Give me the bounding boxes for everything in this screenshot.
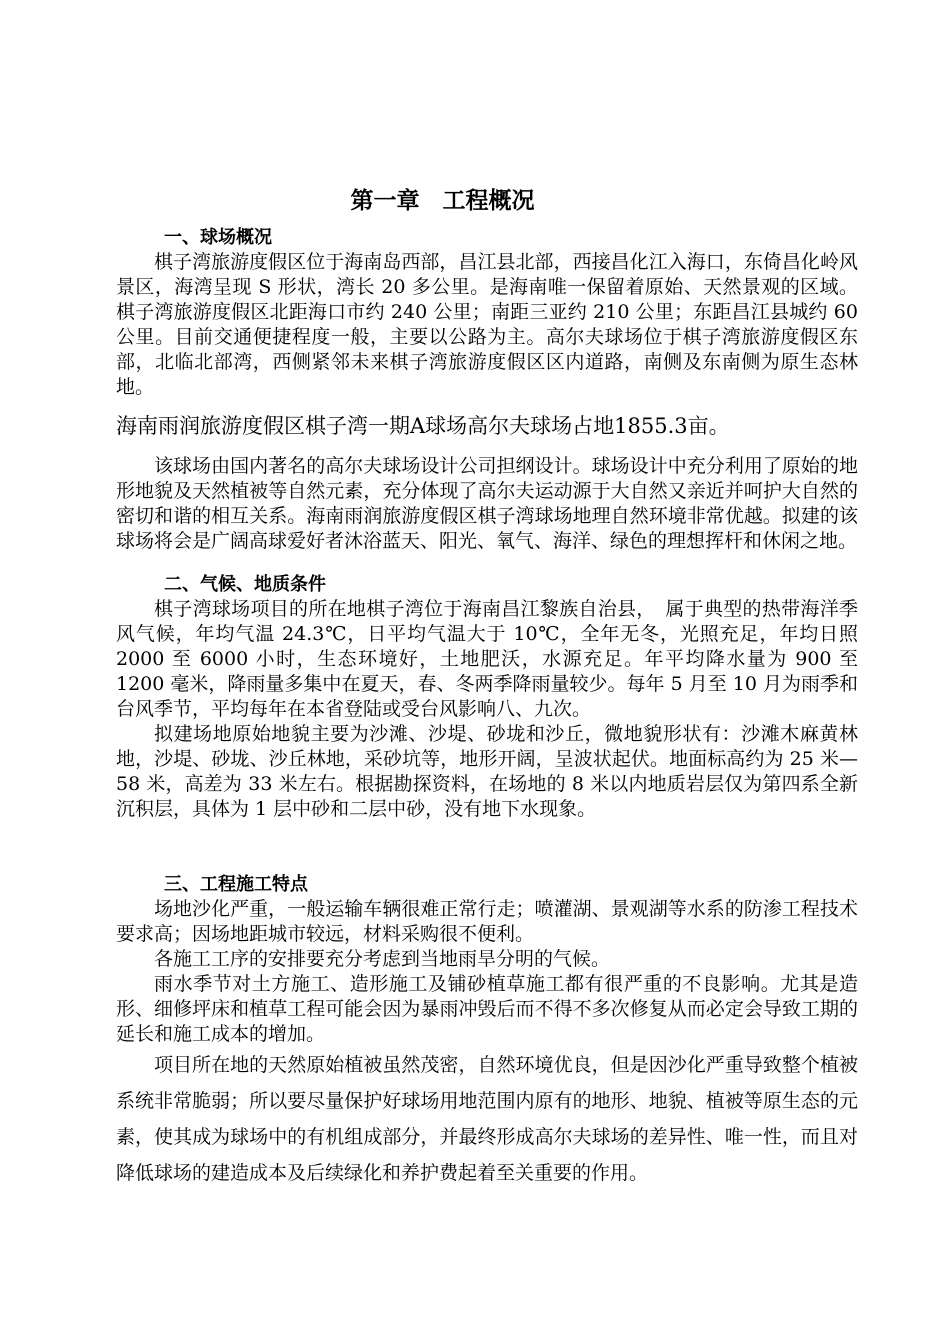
paragraph: 棋子湾球场项目的所在地棋子湾位于海南昌江黎族自治县， 属于典型的热带海洋季风气候，年均气温 24.3℃，日平均气温大于 10℃，全年无冬，光照充足，年均日照 2000 至 6000 小时，生态环境好，土地肥沃，水源充足。年平均降水量为 900 至 1200 毫米，降雨量多集中在夏天，春、冬两季降雨量较少。每年 5 月至 10 月为雨季和台风季节，平均每年在本省登陆或受台风影响八、九次。: [116, 598, 858, 720]
paragraph: 棋子湾旅游度假区位于海南岛西部，昌江县北部，西接昌化江入海口，东倚昌化岭风景区，海湾呈现 S 形状，湾长 20 多公里。是海南唯一保留着原始、天然景观的区域。棋子湾旅游度假区北距海口市约 240 公里；南距三亚约 210 公里；东距昌江县城约 60 公里。目前交通便捷程度一般，主要以公路为主。高尔夫球场位于棋子湾旅游度假区东部，北临北部湾，西侧紧邻未来棋子湾旅游度假区区内道路，南侧及东南侧为原生态林地。: [116, 251, 858, 398]
paragraph: 场地沙化严重，一般运输车辆很难正常行走；喷灌湖、景观湖等水系的防渗工程技术要求高；因场地距城市较远，材料采购很不便利。: [116, 898, 858, 945]
paragraph: 项目所在地的天然原始植被虽然茂密，自然环境优良，但是因沙化严重导致整个植被系统非常脆弱；所以要尽量保护好球场用地范围内原有的地形、地貌、植被等原生态的元素，使其成为球场中的有机组成部分，并最终形成高尔夫球场的差异性、唯一性，而且对降低球场的建造成本及后续绿化和养护费起着至关重要的作用。: [116, 1054, 858, 1184]
paragraph: 各施工工序的安排要充分考虑到当地雨旱分明的气候。: [154, 948, 611, 970]
section-heading-1: 一、球场概况: [164, 227, 272, 248]
site-area-statement: 海南雨润旅游度假区棋子湾一期A球场高尔夫球场占地1855.3亩。: [116, 414, 730, 438]
paragraph: 雨水季节对土方施工、造形施工及铺砂植草施工都有很严重的不良影响。尤其是造形、细修坪床和植草工程可能会因为暴雨冲毁后而不得不多次修复从而必定会导致工期的延长和施工成本的增加。: [116, 973, 858, 1045]
section-1: [116, 225, 858, 554]
chapter-title: 第一章 工程概况: [350, 188, 535, 214]
section-3: [116, 872, 858, 1191]
section-2: [116, 572, 858, 822]
paragraph: 拟建场地原始地貌主要为沙滩、沙堤、砂垅和沙丘，微地貌形状有：沙滩木麻黄林地，沙堤、砂垅、沙丘林地，采砂坑等，地形开阔，呈波状起伏。地面标高约为 25 米—58 米，高差为 33 米左右。根据勘探资料，在场地的 8 米以内地质岩层仅为第四系全新沉积层，具体为 1 层中砂和二层中砂，没有地下水现象。: [116, 723, 858, 820]
paragraph: 该球场由国内著名的高尔夫球场设计公司担纲设计。球场设计中充分利用了原始的地形地貌及天然植被等自然元素，充分体现了高尔夫运动源于大自然又亲近并呵护大自然的密切和谐的相互关系。海南雨润旅游度假区棋子湾球场地理自然环境非常优越。拟建的该球场将会是广阔高球爱好者沐浴蓝天、阳光、氧气、海洋、绿色的理想挥杆和休闲之地。: [116, 455, 858, 552]
section-heading-2: 二、气候、地质条件: [164, 574, 326, 595]
section-heading-3: 三、工程施工特点: [164, 874, 308, 895]
